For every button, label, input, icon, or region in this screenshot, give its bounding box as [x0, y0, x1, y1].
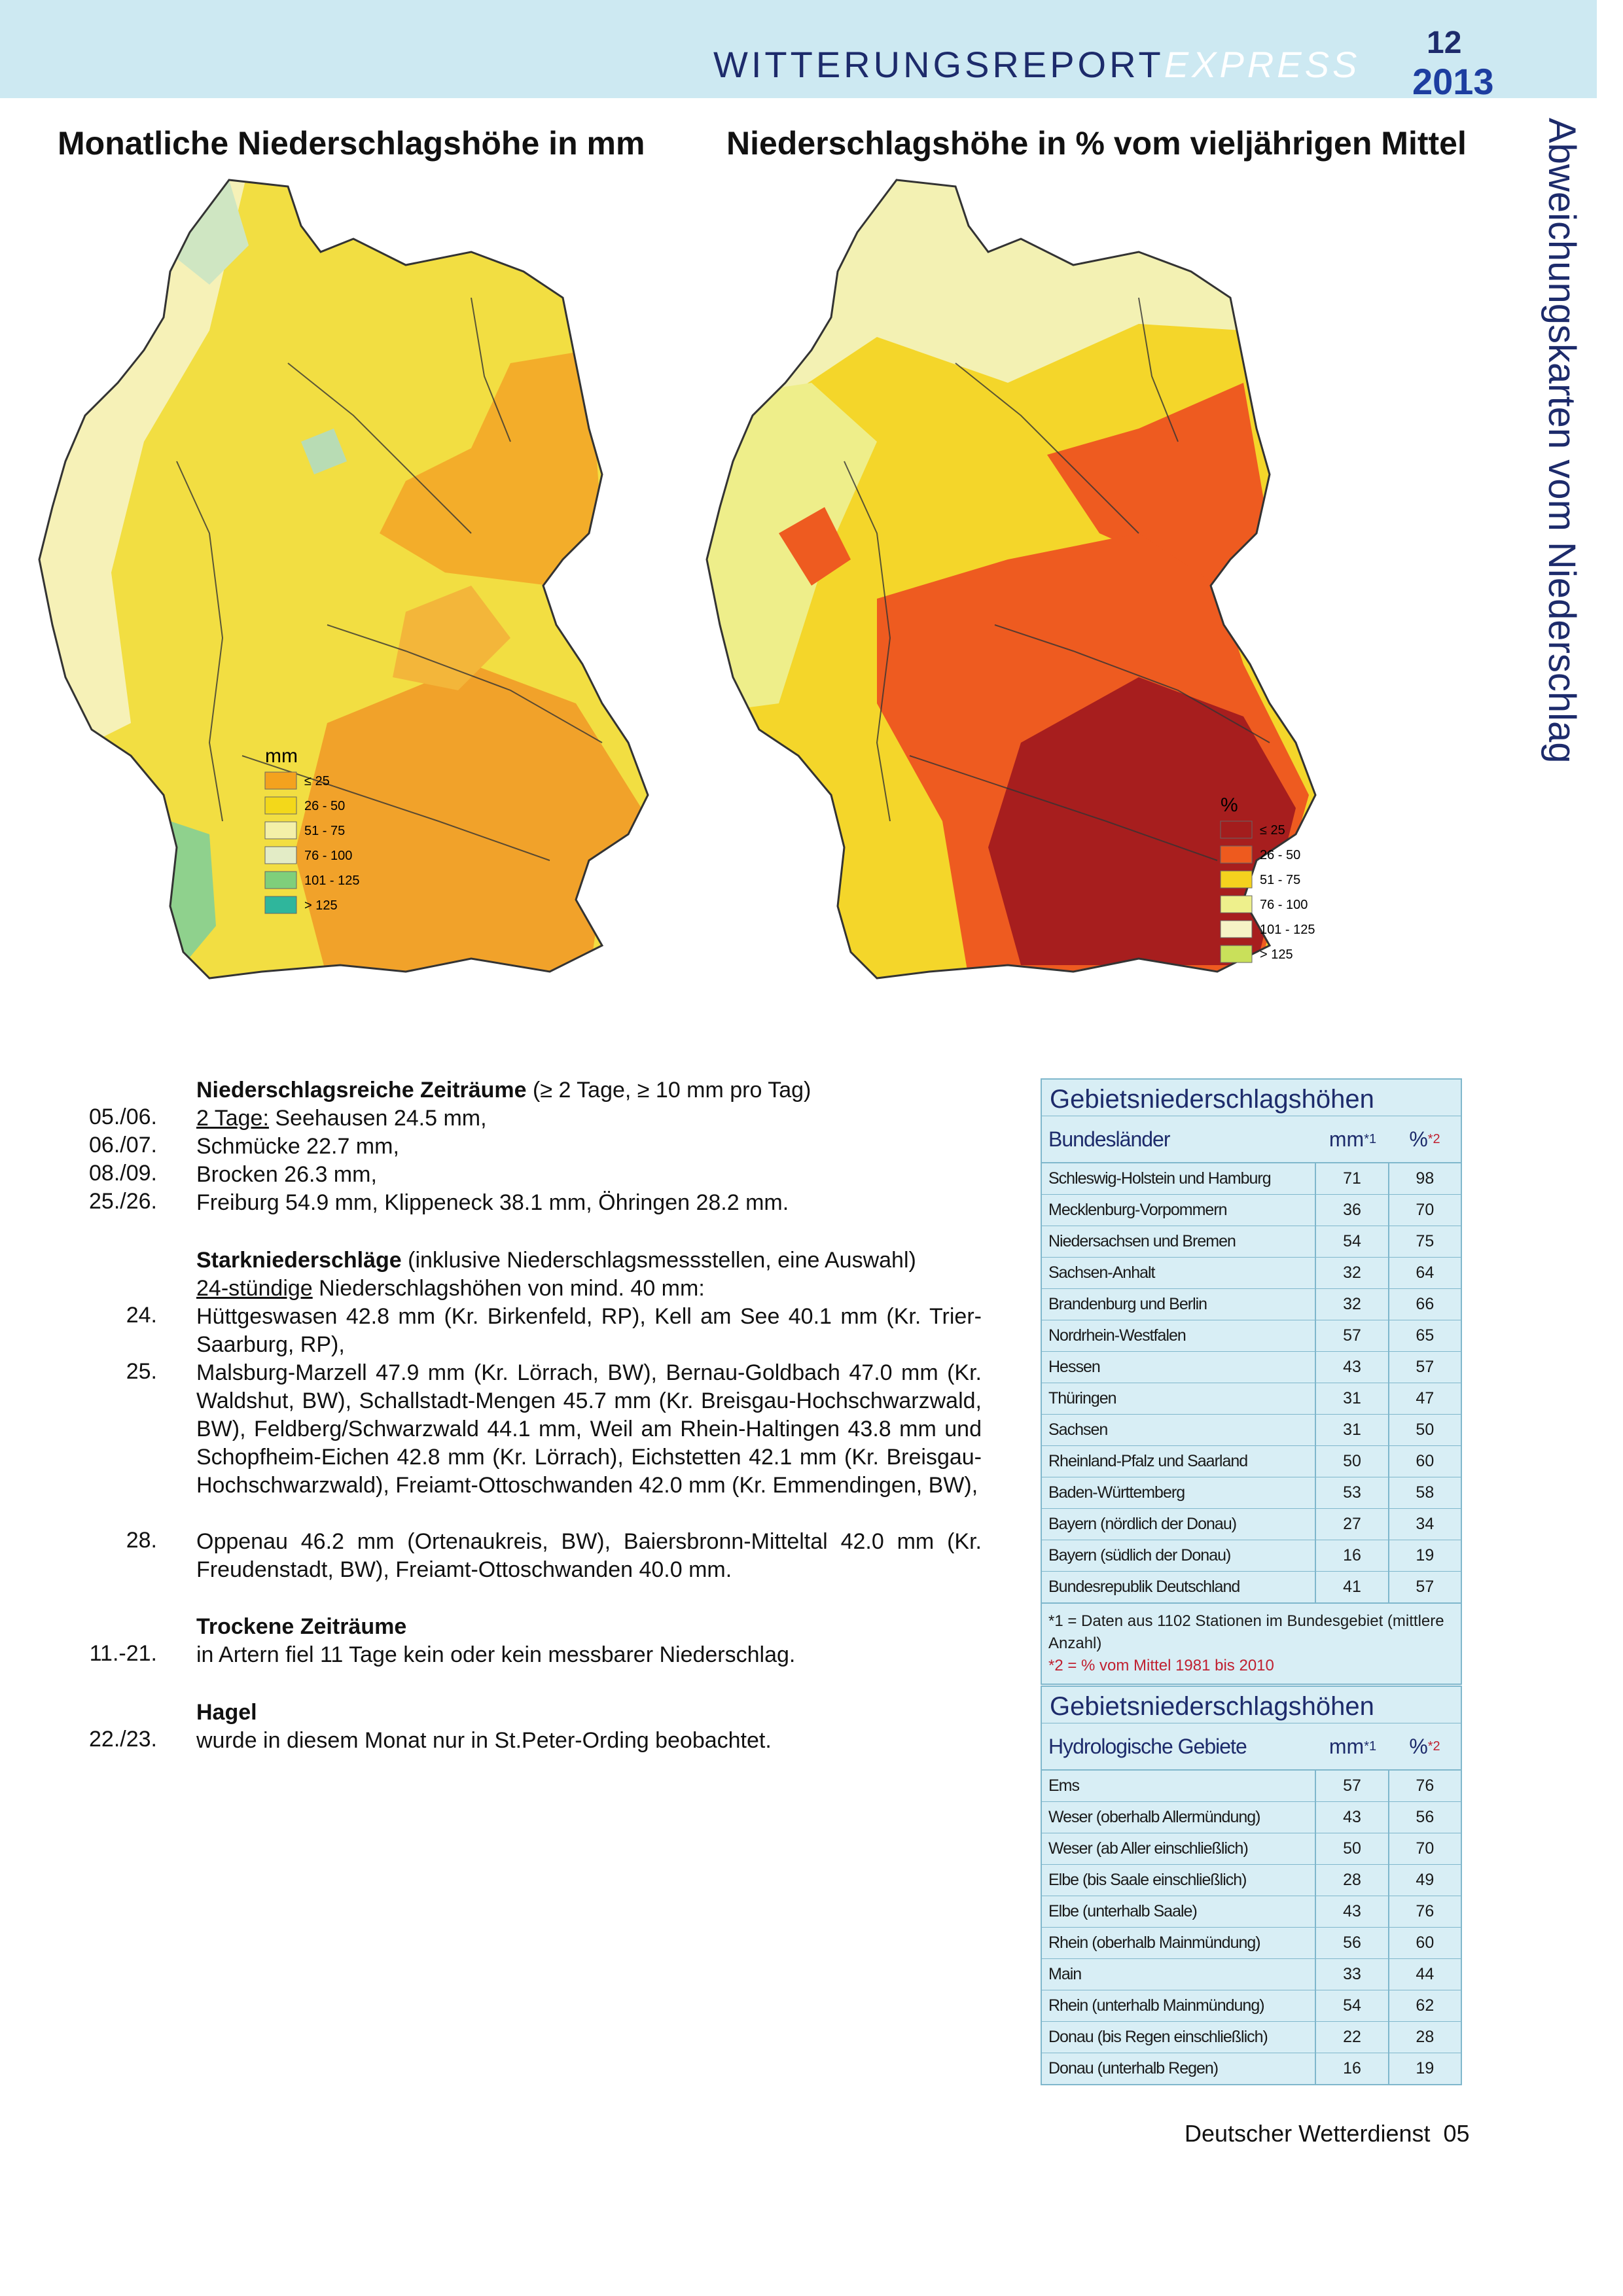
row-name: Main [1048, 1965, 1082, 1983]
legend-label: 51 - 75 [304, 824, 346, 838]
legend-label: > 125 [1260, 947, 1293, 962]
row-mm: 50 [1315, 1833, 1387, 1864]
strong-precip-sub-rest: Niederschlagshöhen von mind. 40 mm: [312, 1276, 705, 1301]
legend-swatch [1221, 846, 1252, 863]
heavy-period-prefix: 2 Tage: [196, 1106, 269, 1131]
row-name: Bayern (nördlich der Donau) [1048, 1515, 1237, 1533]
left-legend-title: mm [265, 745, 298, 767]
legend-label: 51 - 75 [1260, 873, 1301, 887]
table-row [1042, 1163, 1461, 1195]
col-pct [1389, 1723, 1461, 1769]
row-pct: 50 [1388, 1415, 1461, 1445]
side-title: Abweichungskarten vom Niederschlag [1541, 118, 1583, 764]
states-table-header [1042, 1116, 1461, 1163]
row-pct: 49 [1388, 1865, 1461, 1896]
dry-period-text: in Artern fiel 11 Tage kein oder kein messbarer Niederschlag. [196, 1642, 796, 1667]
col-mm-sup: *1 [1364, 1131, 1377, 1146]
legend-swatch [265, 772, 296, 789]
row-pct: 28 [1388, 2022, 1461, 2053]
table-row [1042, 1226, 1461, 1258]
strong-precip-title: Starkniederschläge [196, 1248, 402, 1273]
row-name: Brandenburg und Berlin [1048, 1295, 1207, 1313]
legend-label: ≤ 25 [1260, 823, 1285, 838]
row-mm: 43 [1315, 1896, 1387, 1927]
row-pct: 60 [1388, 1928, 1461, 1958]
col-mm-label: mm [1329, 1127, 1364, 1151]
states-table [1041, 1078, 1462, 1685]
heavy-period-text: Brocken 26.3 mm, [196, 1162, 377, 1187]
row-name: Donau (bis Regen einschließlich) [1048, 2028, 1268, 2046]
legend-swatch [1221, 871, 1252, 888]
legend-label: ≤ 25 [304, 774, 330, 788]
row-pct: 56 [1388, 1802, 1461, 1833]
legend-swatch [1221, 921, 1252, 938]
row-name: Rhein (unterhalb Mainmündung) [1048, 1996, 1264, 2015]
row-pct: 58 [1388, 1477, 1461, 1508]
row-pct: 47 [1388, 1383, 1461, 1414]
row-pct: 44 [1388, 1959, 1461, 1990]
row-name: Bayern (südlich der Donau) [1048, 1546, 1231, 1564]
row-mm: 16 [1315, 2053, 1387, 2084]
table-row [1042, 1572, 1461, 1602]
row-name: Rheinland-Pfalz und Saarland [1048, 1452, 1248, 1470]
row-pct: 57 [1388, 1352, 1461, 1383]
row-name: Sachsen-Anhalt [1048, 1263, 1155, 1282]
table-row [1042, 1289, 1461, 1320]
row-name: Rhein (oberhalb Mainmündung) [1048, 1934, 1260, 1952]
row-name: Baden-Württemberg [1048, 1483, 1185, 1502]
strong-precip-text: Oppenau 46.2 mm (Ortenaukreis, BW), Baiersbronn-Mitteltal 42.0 mm (Kr. Freudenstadt, BW), Freiamt-Ottoschwanden 40.0 mm. [196, 1529, 982, 1582]
row-pct: 70 [1388, 1195, 1461, 1226]
table-row [1042, 1195, 1461, 1226]
heavy-periods-suffix: (≥ 2 Tage, ≥ 10 mm pro Tag) [526, 1078, 812, 1103]
states-table-caption: Gebietsniederschlagshöhen [1042, 1080, 1461, 1116]
col-pct [1389, 1116, 1461, 1162]
row-name: Weser (ab Aller einschließlich) [1048, 1839, 1248, 1858]
table-row [1042, 1833, 1461, 1865]
strong-precip-text: Hüttgeswasen 42.8 mm (Kr. Birkenfeld, RP), Kell am See 40.1 mm (Kr. Trier-Saarburg, RP), [196, 1304, 982, 1357]
heavy-period-text: Seehausen 24.5 mm, [268, 1106, 487, 1131]
hail-title: Hagel [196, 1700, 257, 1725]
row-mm: 41 [1315, 1572, 1387, 1602]
dry-period-date: 11.-21. [89, 1641, 157, 1666]
legend-swatch [1221, 821, 1252, 838]
table-row [1042, 2022, 1461, 2053]
right-legend-title: % [1221, 794, 1238, 816]
col-mm-label: mm [1329, 1734, 1364, 1758]
note-1: *1 = Daten aus 1102 Stationen im Bundesgebiet (mittlere Anzahl) [1048, 1612, 1444, 1652]
col-region: Bundesländer [1048, 1127, 1170, 1151]
col-pct-sup: *2 [1427, 1131, 1440, 1146]
report-title [713, 43, 1360, 86]
table-row [1042, 1446, 1461, 1477]
precipitation-percent-map [681, 167, 1348, 1004]
heavy-period-entry [196, 1104, 982, 1133]
col-mm-sup: *1 [1364, 1739, 1377, 1754]
row-mm: 71 [1315, 1163, 1387, 1194]
row-pct: 65 [1388, 1320, 1461, 1351]
row-mm: 32 [1315, 1289, 1387, 1320]
report-title-suffix: EXPRESS [1164, 44, 1361, 85]
table-row [1042, 1258, 1461, 1289]
strong-precip-subheading [196, 1275, 982, 1303]
col-pct-label: % [1409, 1127, 1428, 1151]
strong-precip-heading [196, 1246, 982, 1275]
row-name: Thüringen [1048, 1389, 1116, 1407]
hail-text: wurde in diesem Monat nur in St.Peter-Ording beobachtet. [196, 1728, 772, 1753]
col-area: Hydrologische Gebiete [1048, 1734, 1247, 1758]
table-row [1042, 1896, 1461, 1928]
row-pct: 62 [1388, 1990, 1461, 2021]
row-name: Elbe (unterhalb Saale) [1048, 1902, 1197, 1920]
legend-label: 76 - 100 [304, 849, 353, 863]
footer-publisher: Deutscher Wetterdienst [1185, 2120, 1431, 2147]
issue-year: 2013 [1412, 61, 1494, 102]
row-mm: 33 [1315, 1959, 1387, 1990]
hydro-table-caption: Gebietsniederschlagshöhen [1042, 1687, 1461, 1723]
row-pct: 70 [1388, 1833, 1461, 1864]
table-row [1042, 1959, 1461, 1990]
table-row [1042, 2053, 1461, 2084]
strong-precip-date: 28. [126, 1528, 157, 1553]
row-name: Donau (unterhalb Regen) [1048, 2059, 1219, 2077]
strong-precip-sub-underlined: 24-stündige [196, 1276, 313, 1301]
hail-date: 22./23. [89, 1727, 157, 1752]
row-name: Ems [1048, 1776, 1079, 1795]
row-pct: 98 [1388, 1163, 1461, 1194]
table-row [1042, 1802, 1461, 1833]
strong-precip-date: 24. [126, 1303, 157, 1328]
heavy-period-date: 25./26. [89, 1189, 157, 1214]
row-pct: 34 [1388, 1509, 1461, 1540]
heavy-periods-heading [196, 1076, 982, 1104]
note-2: *2 = % vom Mittel 1981 bis 2010 [1048, 1657, 1274, 1674]
legend-label: 76 - 100 [1260, 898, 1308, 912]
row-pct: 57 [1388, 1572, 1461, 1602]
table-row [1042, 1865, 1461, 1896]
legend-swatch [265, 822, 296, 839]
states-table-body [1042, 1163, 1461, 1602]
col-pct-sup: *2 [1427, 1739, 1440, 1754]
row-mm: 16 [1315, 1540, 1387, 1571]
legend-label: > 125 [304, 898, 338, 913]
row-pct: 60 [1388, 1446, 1461, 1477]
left-map-title: Monatliche Niederschlagshöhe in mm [58, 125, 645, 162]
table-row [1042, 1320, 1461, 1352]
row-mm: 36 [1315, 1195, 1387, 1226]
row-mm: 57 [1315, 1771, 1387, 1801]
hydro-table [1041, 1686, 1462, 2085]
row-mm: 28 [1315, 1865, 1387, 1896]
row-name: Mecklenburg-Vorpommern [1048, 1201, 1227, 1219]
row-mm: 22 [1315, 2022, 1387, 2053]
heavy-period-text: Schmücke 22.7 mm, [196, 1134, 399, 1159]
table-row [1042, 1415, 1461, 1446]
states-table-notes [1042, 1602, 1461, 1684]
legend-label: 101 - 125 [1260, 923, 1315, 937]
legend-swatch [265, 872, 296, 889]
strong-precip-date: 25. [126, 1359, 157, 1384]
right-map-title: Niederschlagshöhe in % vom vieljährigen Mittel [726, 125, 1467, 162]
row-pct: 19 [1388, 1540, 1461, 1571]
heavy-period-date: 06./07. [89, 1133, 157, 1157]
row-name: Hessen [1048, 1358, 1100, 1376]
precipitation-mm-map [13, 167, 681, 1004]
row-pct: 75 [1388, 1226, 1461, 1257]
strong-precip-suffix: (inklusive Niederschlagsmessstellen, eine Auswahl) [401, 1248, 916, 1273]
heavy-period-date: 08./09. [89, 1161, 157, 1186]
legend-label: 26 - 50 [304, 799, 346, 813]
row-mm: 54 [1315, 1990, 1387, 2021]
footer [1185, 2120, 1470, 2147]
table-row [1042, 1477, 1461, 1509]
footer-page-number: 05 [1443, 2120, 1470, 2147]
row-mm: 31 [1315, 1383, 1387, 1414]
row-mm: 54 [1315, 1226, 1387, 1257]
row-pct: 64 [1388, 1258, 1461, 1288]
legend-swatch [265, 847, 296, 864]
table-row [1042, 1540, 1461, 1572]
row-pct: 66 [1388, 1289, 1461, 1320]
table-row [1042, 1928, 1461, 1959]
strong-precip-text: Malsburg-Marzell 47.9 mm (Kr. Lörrach, BW), Bernau-Goldbach 47.0 mm (Kr. Waldshut, BW), Schallstadt-Mengen 45.7 mm (Kr. Breisgau-Hochschwarzwald, BW), Feldberg/Schwarzwald 44.1 mm, Weil am Rhein-Haltingen 43.8 mm und Schopfheim-Eichen 42.8 mm (Kr. Lörrach), Eichstetten 42.1 mm (Kr. Breisgau-Hochschwarzwald), Freiamt-Ottoschwanden 42.0 mm (Kr. Emmendingen, BW), [196, 1360, 982, 1498]
table-row [1042, 1990, 1461, 2022]
legend-swatch [265, 896, 296, 913]
heavy-period-date: 05./06. [89, 1104, 157, 1129]
col-mm [1317, 1723, 1389, 1769]
hydro-table-header [1042, 1723, 1461, 1771]
row-pct: 19 [1388, 2053, 1461, 2084]
row-mm: 56 [1315, 1928, 1387, 1958]
dry-periods-title: Trockene Zeiträume [196, 1614, 407, 1639]
table-row [1042, 1352, 1461, 1383]
row-name: Bundesrepublik Deutschland [1048, 1578, 1240, 1596]
row-mm: 53 [1315, 1477, 1387, 1508]
row-pct: 76 [1388, 1771, 1461, 1801]
table-row [1042, 1383, 1461, 1415]
row-name: Sachsen [1048, 1421, 1108, 1439]
row-mm: 43 [1315, 1802, 1387, 1833]
row-pct: 76 [1388, 1896, 1461, 1927]
legend-swatch [265, 797, 296, 814]
row-mm: 27 [1315, 1509, 1387, 1540]
row-mm: 50 [1315, 1446, 1387, 1477]
legend-label: 101 - 125 [304, 874, 360, 888]
col-pct-label: % [1409, 1734, 1428, 1758]
row-mm: 32 [1315, 1258, 1387, 1288]
row-name: Weser (oberhalb Allermündung) [1048, 1808, 1260, 1826]
report-title-main: WITTERUNGSREPORT [713, 44, 1164, 85]
row-mm: 57 [1315, 1320, 1387, 1351]
legend-swatch [1221, 896, 1252, 913]
row-name: Niedersachsen und Bremen [1048, 1232, 1236, 1250]
row-mm: 31 [1315, 1415, 1387, 1445]
legend-swatch [1221, 945, 1252, 963]
hydro-table-body [1042, 1771, 1461, 2084]
col-mm [1317, 1116, 1389, 1162]
heavy-period-text: Freiburg 54.9 mm, Klippeneck 38.1 mm, Öhringen 28.2 mm. [196, 1190, 789, 1215]
row-name: Elbe (bis Saale einschließlich) [1048, 1871, 1247, 1889]
issue-number: 12 [1427, 26, 1462, 60]
row-name: Nordrhein-Westfalen [1048, 1326, 1186, 1345]
row-mm: 43 [1315, 1352, 1387, 1383]
table-row [1042, 1509, 1461, 1540]
table-row [1042, 1771, 1461, 1802]
legend-label: 26 - 50 [1260, 848, 1301, 862]
row-name: Schleswig-Holstein und Hamburg [1048, 1169, 1271, 1188]
heavy-periods-title: Niederschlagsreiche Zeiträume [196, 1078, 527, 1103]
